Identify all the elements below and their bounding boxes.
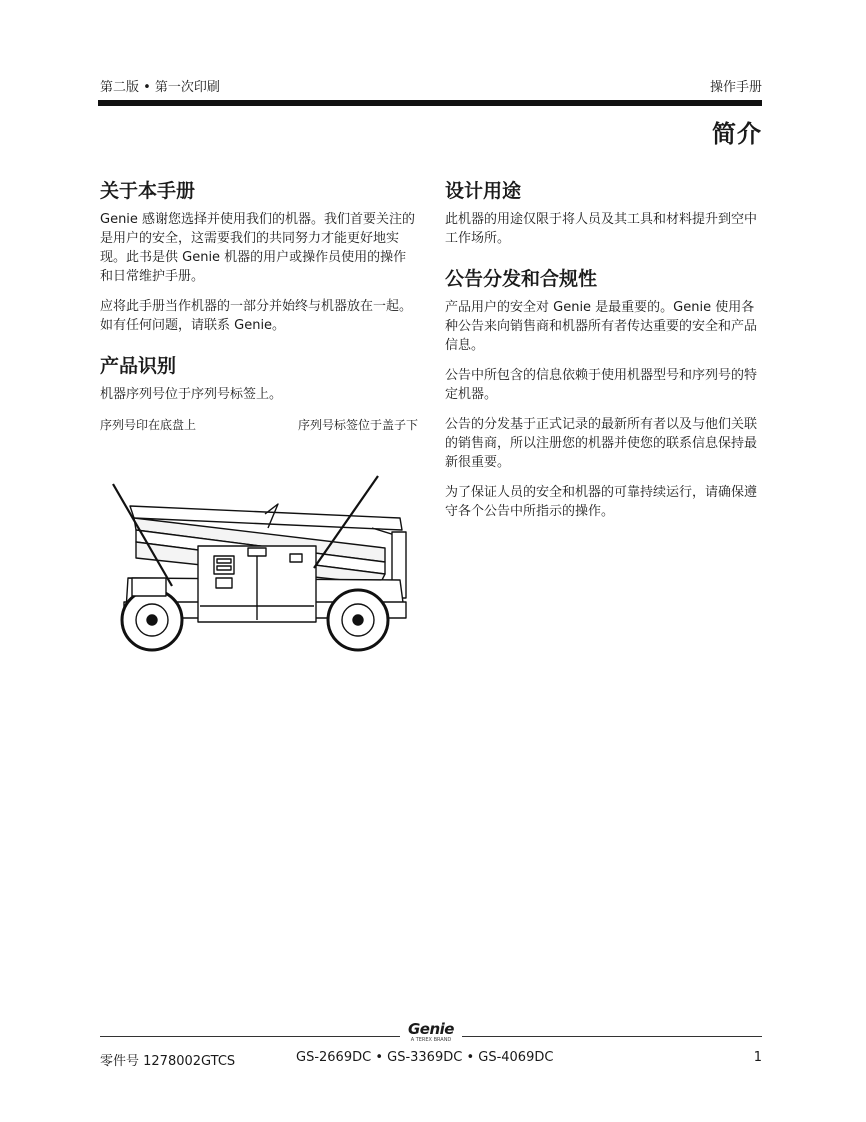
intended-use-paragraph: 此机器的用途仅限于将人员及其工具和材料提升到空中工作场所。 [445,212,758,246]
footer-rule-right [462,1036,762,1037]
footer-models: GS-2669DC • GS-3369DC • GS-4069DC [296,1050,554,1065]
identification-paragraph: 机器序列号位于序列号标签上。 [100,387,283,402]
header-rule [98,100,762,106]
section-title: 简介 [712,120,762,148]
scissor-lift-illustration [100,470,420,660]
bulletin-paragraph-1: 产品用户的安全对 Genie 是最重要的。Genie 使用各种公告来向销售商和机器所有者传达重要的安全和产品信息。 [445,300,758,353]
intended-use-heading: 设计用途 [445,180,522,202]
about-paragraph-1: Genie 感谢您选择并使用我们的机器。我们首要关注的是用户的安全，这需要我们的共同努力才能更好地实现。此书是供 Genie 机器的用户或操作员使用的操作和日常维护手册。 [100,212,416,284]
bulletin-paragraph-4: 为了保证人员的安全和机器的可靠持续运行，请确保遵守各个公告中所指示的操作。 [445,485,758,519]
bulletin-paragraph-3: 公告的分发基于正式记录的最新所有者以及与他们关联的销售商，所以注册您的机器并使您的联系信息保持最新很重要。 [445,417,758,470]
footer-part-number: 零件号 1278002GTCS [100,1054,236,1069]
left-column [100,176,418,436]
genie-logo-tagline: A TEREX BRAND [410,1037,452,1043]
right-column [445,176,763,521]
figure-captions [100,416,418,436]
about-paragraph-2: 应将此手册当作机器的一部分并始终与机器放在一起。如有任何问题，请联系 Genie。 [100,299,413,333]
bulletin-heading: 公告分发和合规性 [445,268,598,290]
footer-page-number: 1 [753,1050,762,1065]
about-heading: 关于本手册 [100,180,196,202]
genie-logo-text: Genie [408,1020,454,1038]
identification-heading: 产品识别 [100,355,177,377]
genie-logo [406,1020,456,1043]
footer-rule-left [100,1036,400,1037]
caption-chassis-serial: 序列号印在底盘上 [100,418,197,432]
caption-cover-label: 序列号标签位于盖子下 [297,418,418,432]
header-manual-title: 操作手册 [709,80,762,95]
bulletin-paragraph-2: 公告中所包含的信息依赖于使用机器型号和序列号的特定机器。 [445,368,758,402]
header-edition: 第二版 • 第一次印刷 [100,80,220,95]
